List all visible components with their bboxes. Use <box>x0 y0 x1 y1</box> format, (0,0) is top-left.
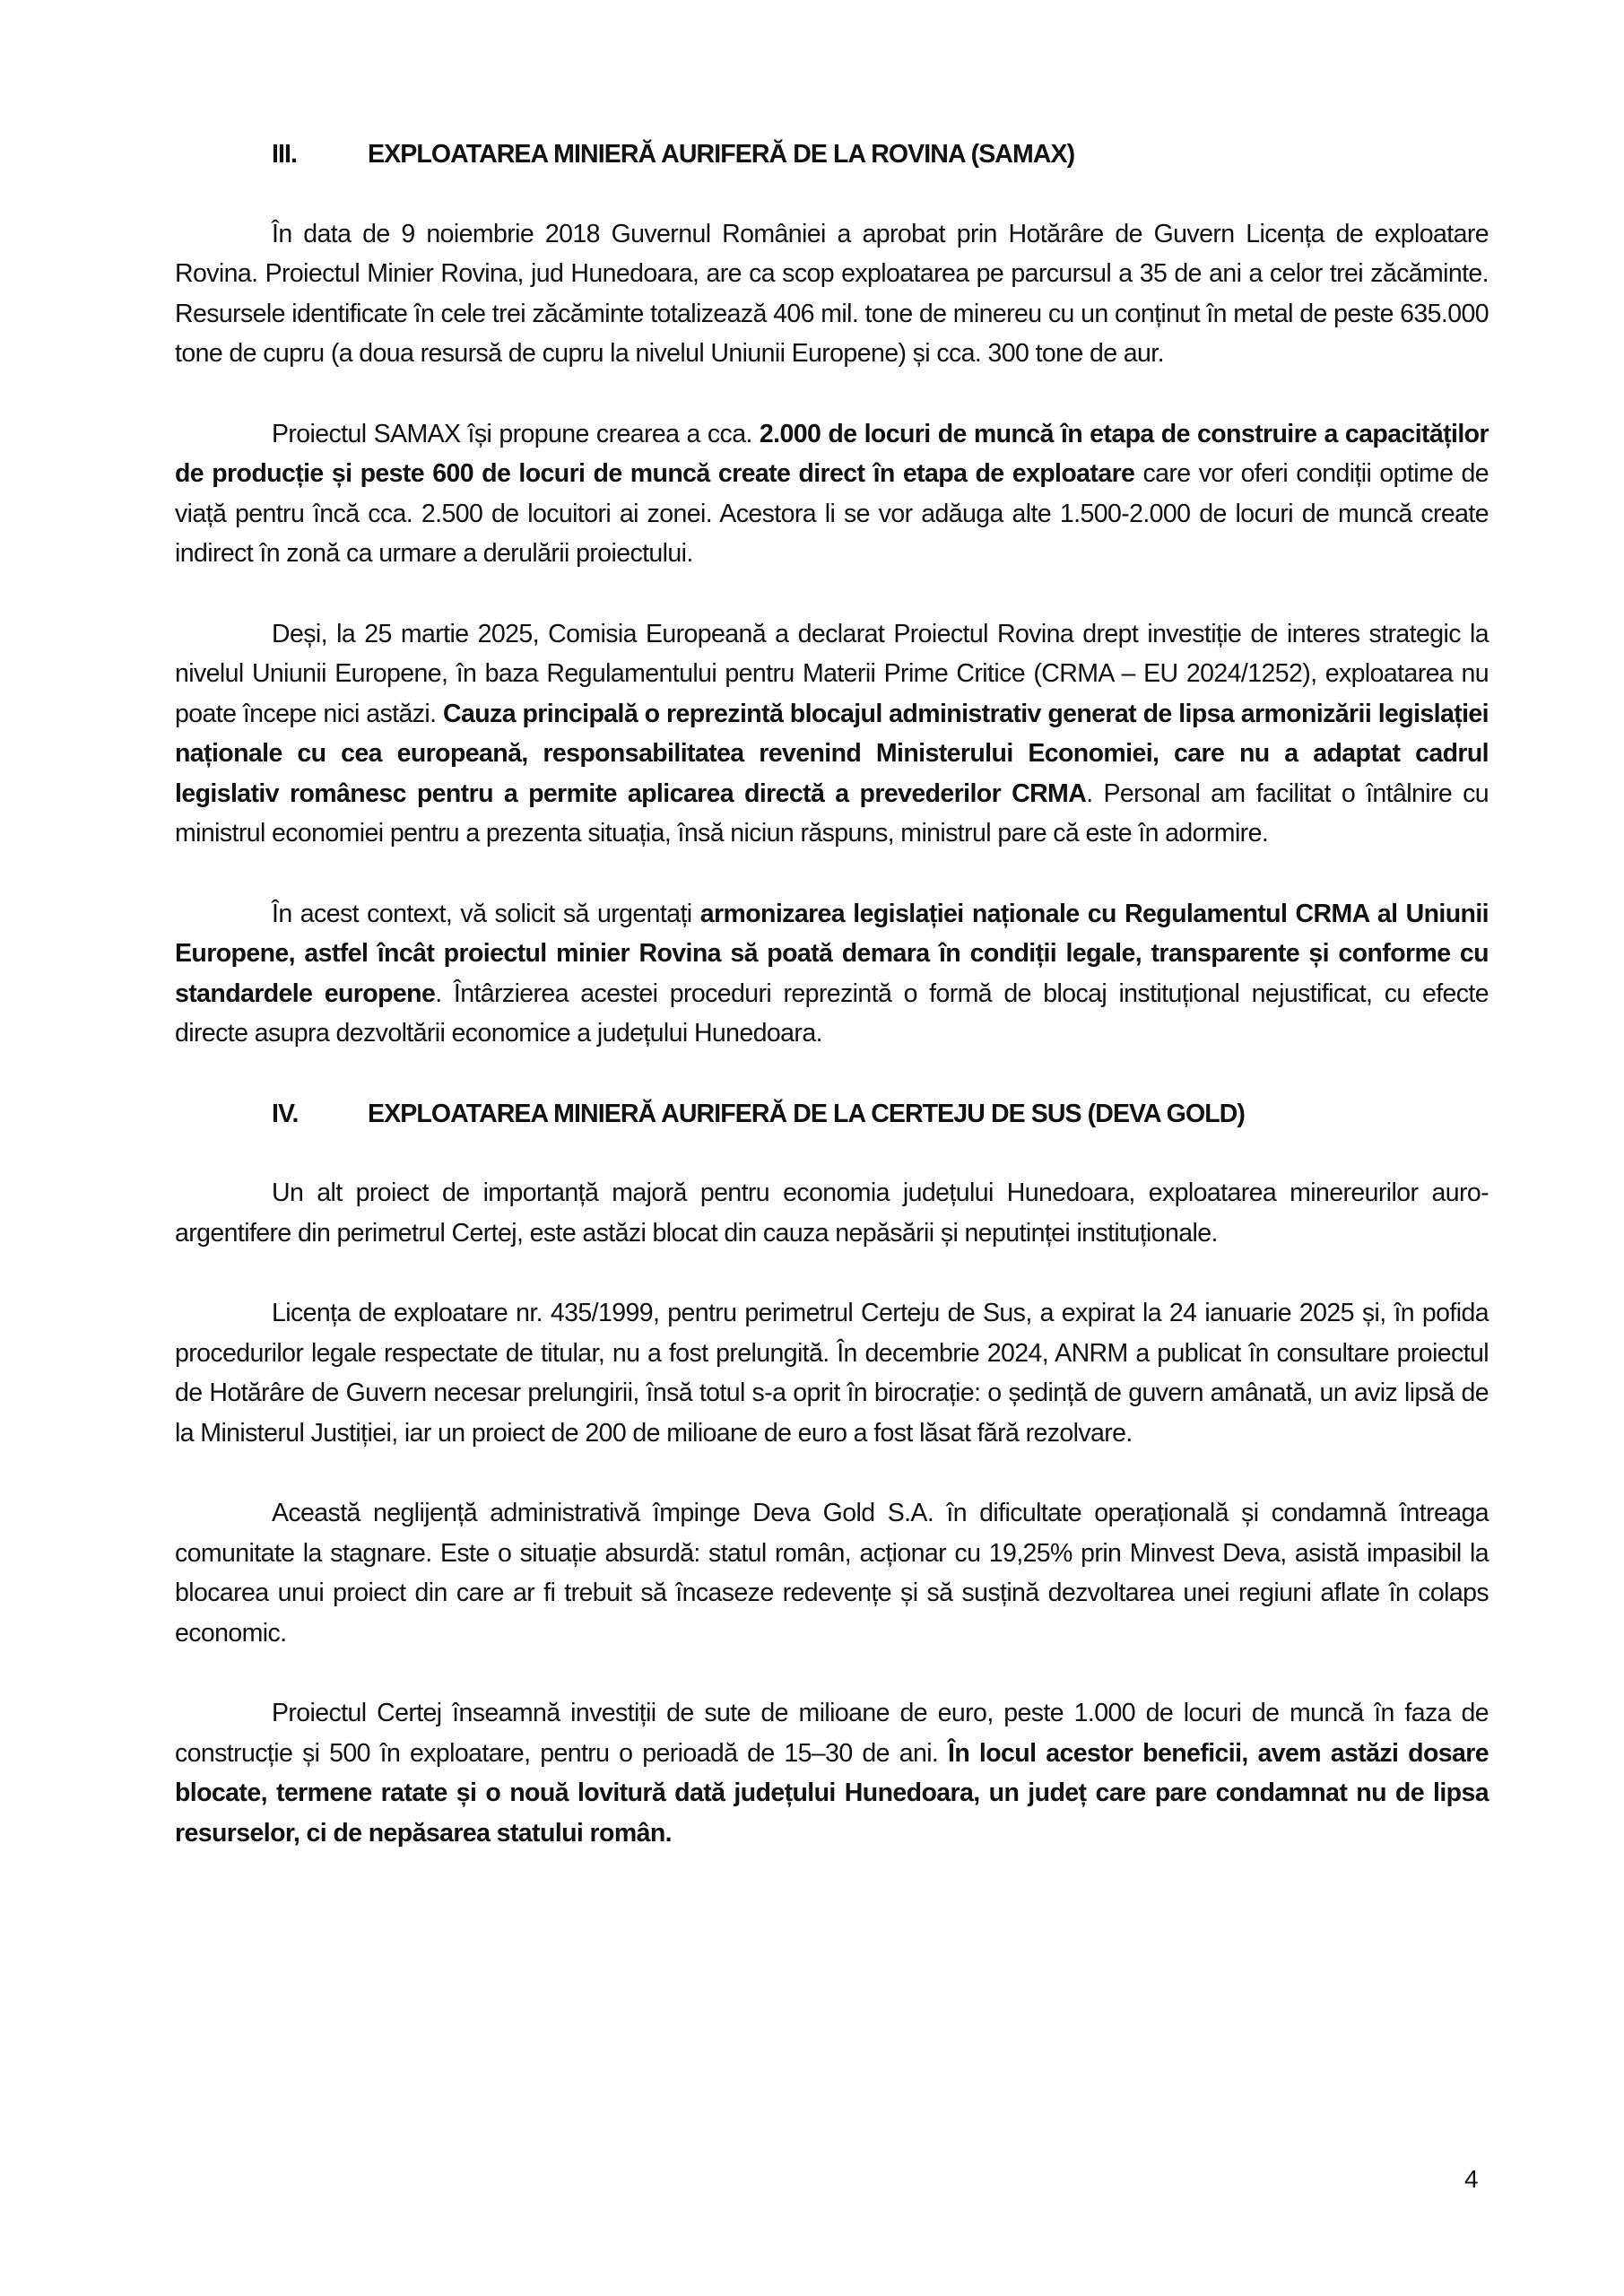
bold-text-run: Cauza principală o reprezintă blocajul administrativ generat de lipsa armonizării legislației naționale cu cea europeană, responsabilitatea revenind Ministerului Economiei, care nu a adaptat cadrul legislativ românesc pentru a permite aplicarea directă a prevederilor CRMA <box>175 699 1489 808</box>
page-number: 4 <box>1464 2165 1479 2193</box>
section-title: EXPLOATAREA MINIERĂ AURIFERĂ DE LA ROVINA (SAMAX) <box>368 140 1075 169</box>
bold-text-run: armonizarea legislației naționale cu Regulamentul CRMA al Uniunii Europene, astfel încât proiectul minier Rovina să poată demara în condiții legale, transparente și conforme cu standardele europene <box>175 899 1489 1008</box>
paragraph <box>175 1173 1489 1253</box>
paragraph <box>175 1293 1489 1453</box>
section-title: EXPLOATAREA MINIERĂ AURIFERĂ DE LA CERTEJU DE SUS (DEVA GOLD) <box>368 1099 1246 1128</box>
document-page <box>175 135 1489 1893</box>
text-run: Proiectul Certej înseamnă investiții de sute de milioane de euro, peste 1.000 de locuri de muncă în faza de construcție și 500 în exploatare, pentru o perioadă de 15–30 de ani. <box>175 1699 1489 1768</box>
section-number: IV. <box>272 1099 299 1128</box>
text-run: Licența de exploatare nr. 435/1999, pentru perimetrul Certeju de Sus, a expirat la 24 ianuarie 2025 și, în pofida procedurilor legale respectate de titular, nu a fost prelungită. În decembrie 2024, ANRM a publicat în consultare proiectul de Hotărâre de Guvern necesar prelungirii, însă totul s-a oprit în birocrație: o ședință de guvern amânată, un aviz lipsă de la Ministerul Justiției, iar un proiect de 200 de milioane de euro a fost lăsat fără rezolvare. <box>175 1299 1489 1448</box>
section-heading-iii <box>175 135 1489 175</box>
text-run: Un alt proiect de importanță majoră pentru economia județului Hunedoara, exploatarea minereurilor auro-argentifere din perimetrul Certej, este astăzi blocat din cauza nepăsării și neputinței instituționale. <box>175 1178 1489 1248</box>
section-heading-iv <box>175 1094 1489 1135</box>
paragraph <box>175 1493 1489 1653</box>
text-run: care vor oferi condiții optime de viață pentru încă cca. 2.500 de locuitori ai zonei. Acestora li se vor adăuga alte 1.500-2.000 de locuri de muncă create indirect în zonă ca urmare a derulării proiectului. <box>175 459 1489 568</box>
text-run: În acest context, vă solicit să urgentați <box>272 899 700 928</box>
text-run: În data de 9 noiembrie 2018 Guvernul României a aprobat prin Hotărâre de Guvern Licența de exploatare Rovina. Proiectul Minier Rovina, jud Hunedoara, are ca scop exploatarea pe parcursul a 35 de ani a celor trei zăcăminte. Resursele identificate în cele trei zăcăminte totalizează 406 mil. tone de minereu cu un conținut în metal de peste 635.000 tone de cupru (a doua resursă de cupru la nivelul Uniunii Europene) și cca. 300 tone de aur. <box>175 219 1489 368</box>
text-run: Proiectul SAMAX își propune crearea a cca. <box>272 419 760 448</box>
text-run: Deși, la 25 martie 2025, Comisia Europeană a declarat Proiectul Rovina drept investiție de interes strategic la nivelul Uniunii Europene, în baza Regulamentului pentru Materii Prime Critice (CRMA – EU 2024/1252), exploatarea nu poate începe nici astăzi. <box>175 619 1489 728</box>
section-number: III. <box>272 140 298 169</box>
paragraph <box>175 894 1489 1054</box>
bold-text-run: În locul acestor beneficii, avem astăzi dosare blocate, termene ratate și o nouă lovitură dată județului Hunedoara, un județ care pare condamnat nu de lipsa resurselor, ci de nepăsarea statului român. <box>175 1738 1489 1848</box>
text-run: . Întârzierea acestei proceduri reprezintă o formă de blocaj instituțional nejustificat, cu efecte directe asupra dezvoltării economice a județului Hunedoara. <box>175 978 1489 1048</box>
paragraph <box>175 214 1489 374</box>
bold-text-run: 2.000 de locuri de muncă în etapa de construire a capacităților de producție și peste 600 de locuri de muncă create direct în etapa de exploatare <box>175 419 1489 488</box>
paragraph <box>175 614 1489 854</box>
text-run: . Personal am facilitat o întâlnire cu ministrul economiei pentru a prezenta situația, însă niciun răspuns, ministrul pare că este în adormire. <box>175 778 1489 848</box>
paragraph <box>175 414 1489 574</box>
paragraph <box>175 1693 1489 1853</box>
text-run: Această neglijență administrativă împinge Deva Gold S.A. în dificultate operațională și condamnă întreaga comunitate la stagnare. Este o situație absurdă: statul român, acționar cu 19,25% prin Minvest Deva, asistă impasibil la blocarea unui proiect din care ar fi trebuit să încaseze redevențe și să susțină dezvoltarea unei regiuni aflate în colaps economic. <box>175 1499 1489 1648</box>
